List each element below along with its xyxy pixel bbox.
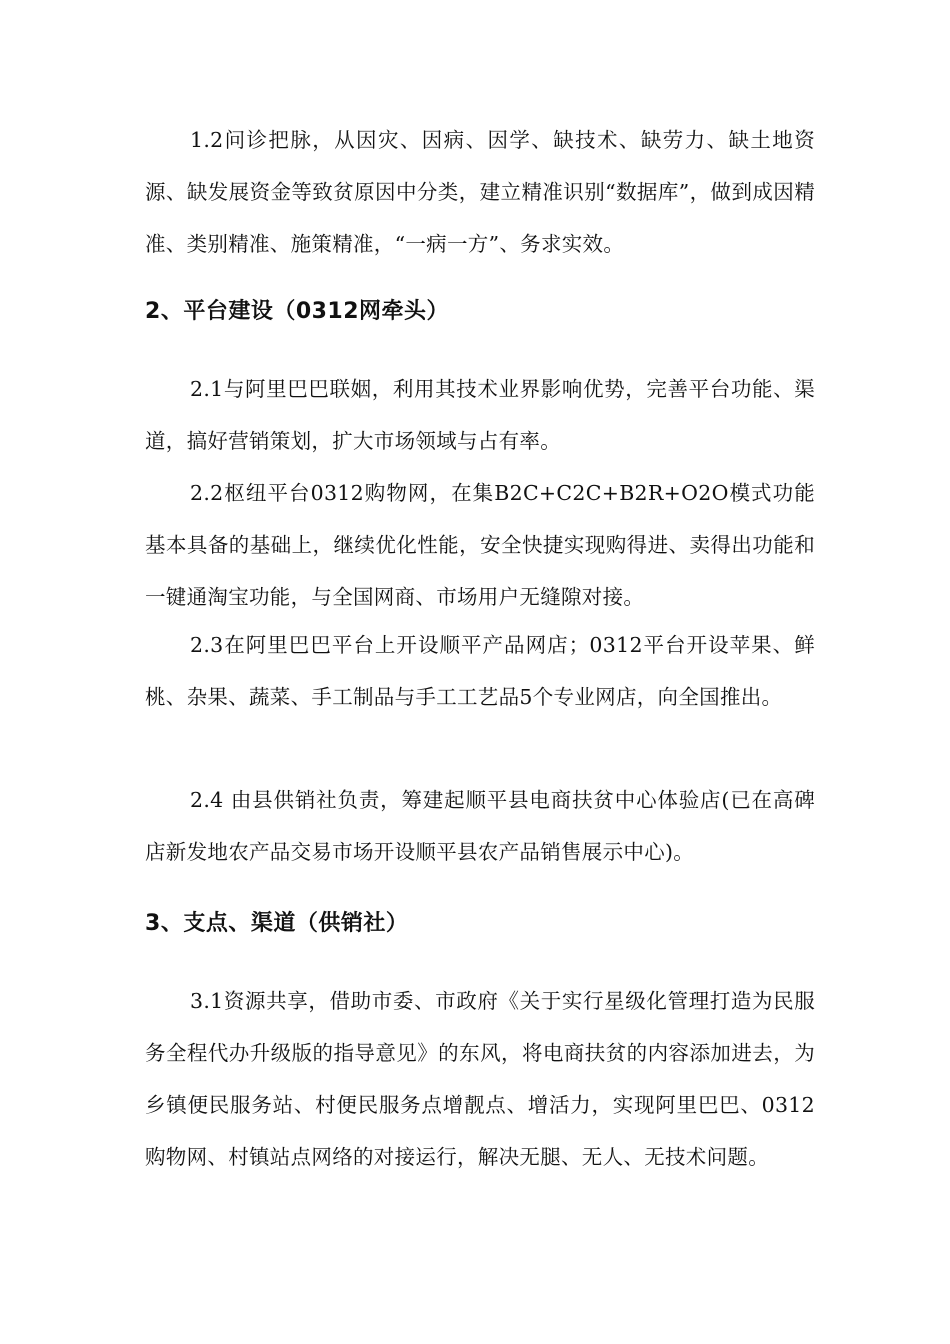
section-heading-3-text: 、支点、渠道（供销社） — [160, 911, 409, 936]
paragraph-2-2: 2.2枢纽平台0312购物网，在集B2C+C2C+B2R+O2O模式功能基本具备的基础上，继续优化性能，安全快捷实现购得进、卖得出功能和一键通淘宝功能，与全国网商、市场用户无缝隙对接。 — [145, 481, 815, 609]
section-heading-2 — [145, 292, 815, 332]
section-heading-2-text: 、平台建设（0312网牵头） — [160, 299, 450, 324]
paragraph-2-3: 2.3在阿里巴巴平台上开设顺平产品网店；0312平台开设苹果、鲜桃、杂果、蔬菜、手工制品与手工工艺品5个专业网店，向全国推出。 — [145, 633, 815, 709]
section-heading-2-number: 2 — [145, 299, 161, 324]
section-heading-3-number: 3 — [145, 911, 161, 936]
paragraph-2-4: 2.4 由县供销社负责，筹建起顺平县电商扶贫中心体验店(已在高碑店新发地农产品交易市场开设顺平县农产品销售展示中心)。 — [145, 788, 815, 864]
paragraph-1-2: 1.2问诊把脉，从因灾、因病、因学、缺技术、缺劳力、缺土地资源、缺发展资金等致贫原因中分类，建立精准识别“数据库”，做到成因精准、类别精准、施策精准，“一病一方”、务求实效。 — [145, 128, 815, 256]
section-heading-3 — [145, 904, 815, 944]
paragraph-3-1: 3.1资源共享，借助市委、市政府《关于实行星级化管理打造为民服务全程代办升级版的指导意见》的东风，将电商扶贫的内容添加进去，为乡镇便民服务站、村便民服务点增靓点、增活力，实现阿里巴巴、0312购物网、村镇站点网络的对接运行，解决无腿、无人、无技术问题。 — [145, 989, 815, 1169]
paragraph-2-1: 2.1与阿里巴巴联姻，利用其技术业界影响优势，完善平台功能、渠道，搞好营销策划，扩大市场领域与占有率。 — [145, 377, 815, 453]
